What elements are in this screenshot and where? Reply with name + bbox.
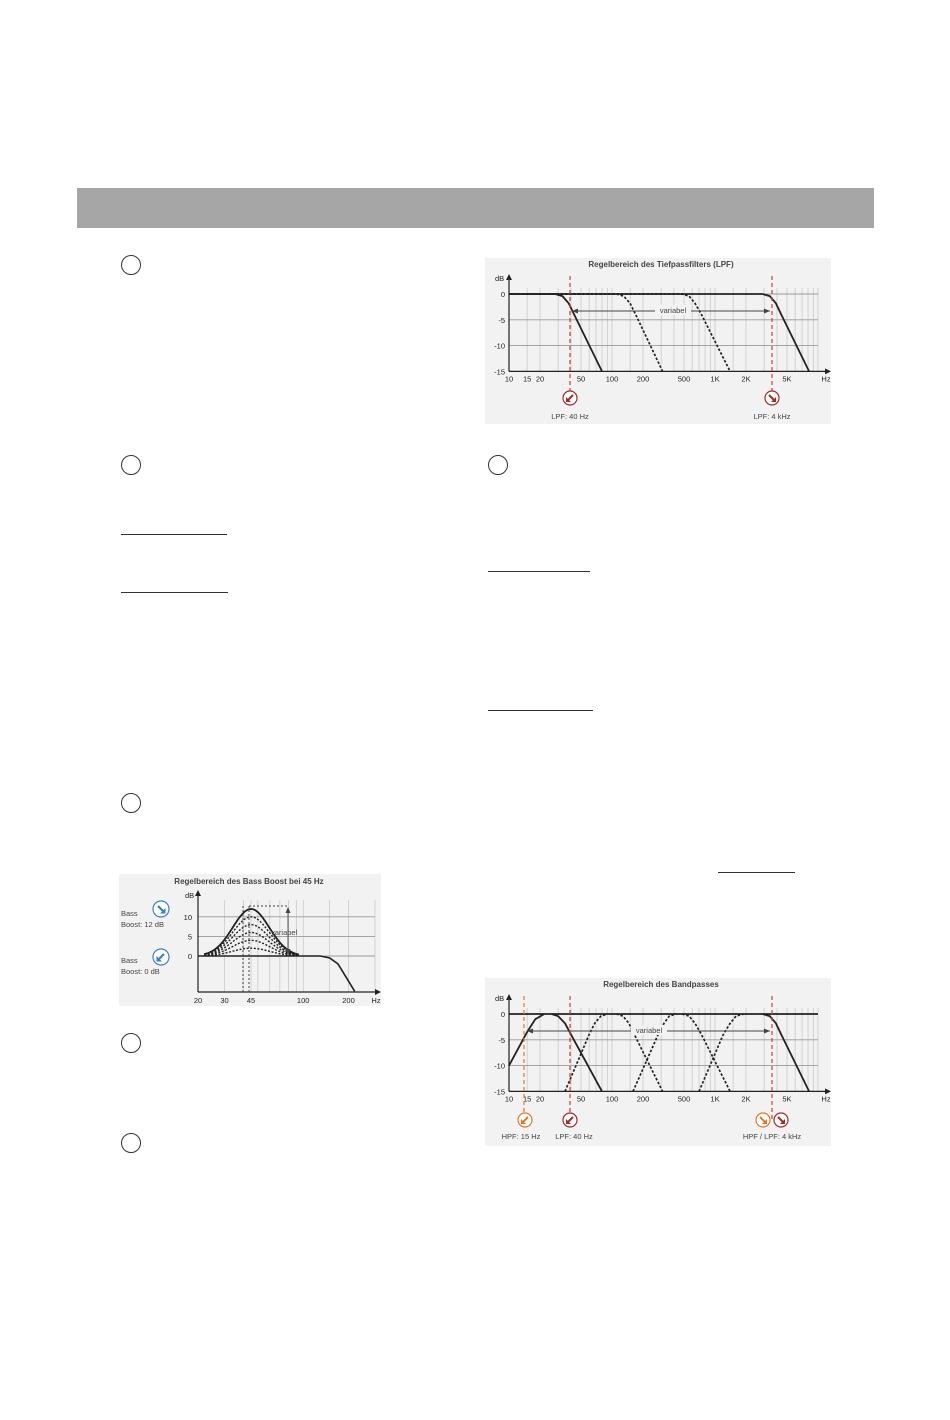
y-tick-label: -10 xyxy=(494,341,505,351)
chart-title: Regelbereich des Bandpasses xyxy=(603,980,719,989)
underline-rule xyxy=(121,534,227,535)
x-tick-label: 45 xyxy=(246,996,256,1005)
arrow-down-right-icon xyxy=(765,391,779,405)
variabel-label: variabel xyxy=(659,306,687,315)
step-circle xyxy=(121,455,141,475)
knob-turn-down-icon xyxy=(153,949,169,965)
x-tick-label: 500 xyxy=(677,374,691,384)
x-tick-label: 10 xyxy=(504,374,514,384)
x-axis-arrow xyxy=(375,989,381,995)
x-tick-label: 15 xyxy=(522,374,532,384)
step-circle xyxy=(121,1133,141,1153)
lpf-40hz-label: LPF: 40 Hz xyxy=(551,412,589,421)
underline-rule xyxy=(488,710,593,711)
x-tick-label: 5K xyxy=(782,374,792,384)
y-tick-label: -15 xyxy=(494,367,505,377)
bp-lpf-40hz-curve xyxy=(552,1014,602,1091)
lpf-curve-mid-1 xyxy=(509,294,663,371)
x-tick-label: 15 xyxy=(522,1094,532,1104)
bp-band-hpf-3 xyxy=(699,1014,744,1091)
step-circle xyxy=(121,793,141,813)
x-tick-label: 2K xyxy=(741,374,751,384)
x-unit-label: Hz xyxy=(821,1094,831,1104)
y-unit-label: dB xyxy=(185,891,195,900)
x-tick-label: 200 xyxy=(636,374,650,384)
x-tick-label: 20 xyxy=(535,374,545,384)
knob-turn-up-icon xyxy=(153,901,169,917)
x-tick-label: 200 xyxy=(342,996,355,1005)
arrow-down-right-icon xyxy=(756,1113,770,1127)
underline-rule xyxy=(718,872,795,873)
x-unit-label: Hz xyxy=(821,374,831,384)
x-tick-label: 100 xyxy=(296,996,310,1005)
underline-rule xyxy=(121,592,228,593)
lpf-40hz-label: LPF: 40 Hz xyxy=(555,1132,593,1141)
x-tick-label: 100 xyxy=(605,374,619,384)
y-tick-label: 0 xyxy=(500,1010,505,1019)
hpf-15hz-label: HPF: 15 Hz xyxy=(501,1132,541,1141)
boost-0-value: Boost: 0 dB xyxy=(121,967,160,976)
boost-12-label: Bass xyxy=(121,909,138,918)
x-tick-label: 10 xyxy=(504,1094,514,1104)
hpf-lpf-4khz-label: HPF / LPF: 4 kHz xyxy=(742,1132,802,1141)
y-tick-label: -15 xyxy=(494,1087,505,1097)
y-tick-label: 10 xyxy=(183,912,192,922)
x-tick-label: 1K xyxy=(710,1094,720,1104)
x-tick-label: 500 xyxy=(677,1094,691,1104)
y-tick-label: -5 xyxy=(498,1035,505,1045)
lpf-curve-40hz xyxy=(509,294,602,371)
chart-title: Regelbereich des Tiefpassfilters (LPF) xyxy=(588,260,734,269)
arrow-down-left-icon xyxy=(563,391,577,405)
x-tick-label: 20 xyxy=(535,1094,545,1104)
lpf-range-chart xyxy=(485,258,831,424)
boost-12-value: Boost: 12 dB xyxy=(121,920,164,929)
bp-band-lpf-2 xyxy=(682,1014,730,1091)
arrow-down-left-icon xyxy=(563,1113,577,1127)
x-tick-label: 50 xyxy=(576,1094,586,1104)
chart-title: Regelbereich des Bass Boost bei 45 Hz xyxy=(174,877,324,886)
x-unit-label: Hz xyxy=(371,996,381,1005)
y-axis-arrow xyxy=(195,890,201,896)
x-tick-label: 100 xyxy=(605,1094,619,1104)
x-tick-label: 1K xyxy=(710,374,720,384)
underline-rule xyxy=(488,571,590,572)
variabel-label: variabel xyxy=(635,1026,663,1035)
y-unit-label: dB xyxy=(495,274,505,283)
bandpass-range-chart xyxy=(485,978,831,1146)
y-axis-arrow xyxy=(506,274,512,280)
x-tick-label: 200 xyxy=(636,1094,650,1104)
x-tick-label: 5K xyxy=(782,1094,792,1104)
y-tick-label: -10 xyxy=(494,1061,505,1071)
bass-boost-chart xyxy=(119,874,381,1006)
boost-0-label: Bass xyxy=(121,956,138,965)
step-circle xyxy=(121,1033,141,1053)
y-tick-label: 5 xyxy=(187,932,192,942)
arrow-down-right-icon xyxy=(774,1113,788,1127)
y-tick-label: 0 xyxy=(500,290,505,299)
y-tick-label: -5 xyxy=(498,315,505,325)
y-tick-label: 0 xyxy=(187,952,192,961)
lpf-curve-mid-2 xyxy=(509,294,730,371)
x-tick-label: 20 xyxy=(193,996,203,1005)
y-unit-label: dB xyxy=(495,994,505,1003)
x-tick-label: 50 xyxy=(576,374,586,384)
lpf-4khz-label: LPF: 4 kHz xyxy=(753,412,791,421)
section-header-bar xyxy=(77,188,874,228)
step-circle xyxy=(121,255,141,275)
variabel-label: variabel xyxy=(271,928,298,937)
x-tick-label: 2K xyxy=(741,1094,751,1104)
boost-curve-0db xyxy=(198,956,355,991)
step-circle xyxy=(488,455,508,475)
x-tick-label: 30 xyxy=(220,996,229,1005)
arrow-down-left-icon xyxy=(518,1113,532,1127)
y-axis-arrow xyxy=(506,994,512,1000)
